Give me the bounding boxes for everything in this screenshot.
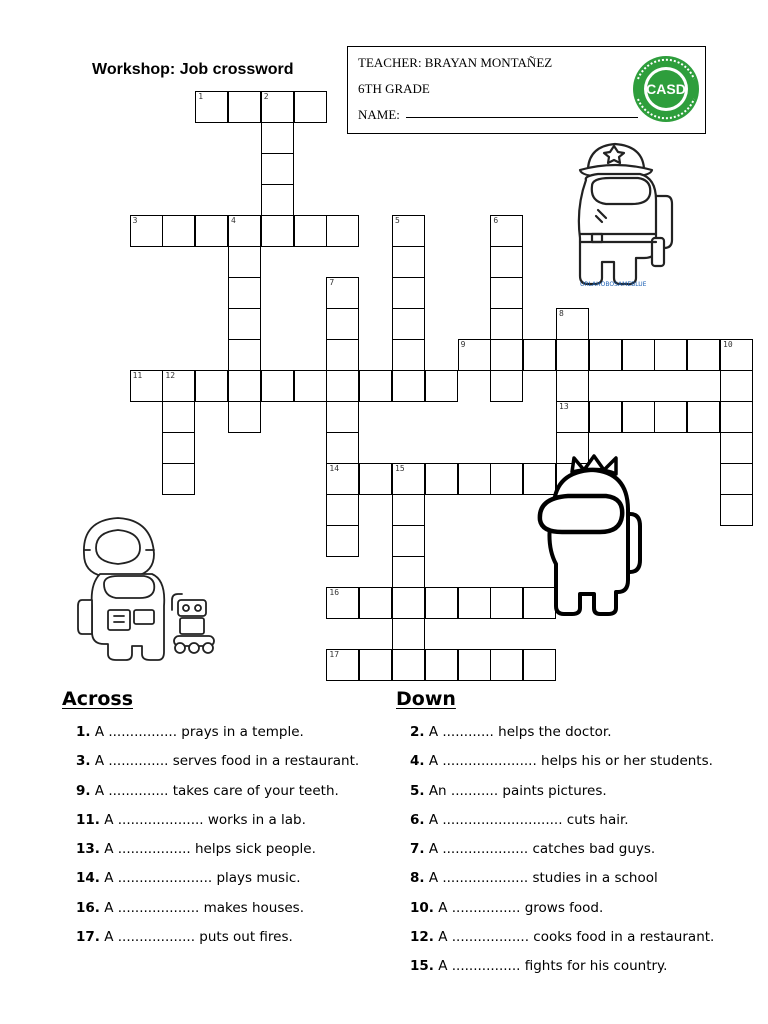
clue-number-label: 3 — [132, 216, 138, 225]
crossword-cell[interactable] — [392, 587, 425, 619]
clue-number-label: 14 — [329, 464, 340, 473]
police-crewmate-illustration — [540, 138, 680, 288]
clue-text: A ............................ cuts hair. — [424, 811, 629, 828]
crossword-cell[interactable] — [523, 649, 556, 681]
down-clue — [410, 900, 714, 929]
clue-text: A ................... makes houses. — [99, 899, 304, 916]
clue-number-label: 1 — [198, 92, 204, 101]
crossword-cell[interactable] — [622, 339, 655, 371]
crossword-cell[interactable] — [720, 401, 753, 433]
down-clue — [410, 870, 714, 899]
crossword-cell[interactable] — [458, 339, 491, 371]
clue-number: 10. — [410, 899, 434, 916]
crossword-cell[interactable] — [490, 246, 523, 278]
crossword-cell[interactable] — [228, 308, 261, 340]
across-clue — [76, 812, 359, 841]
across-clue — [76, 724, 359, 753]
crossword-cell[interactable] — [228, 401, 261, 433]
clue-text: A ...................... helps his or her students. — [424, 753, 713, 770]
crossword-cell[interactable] — [687, 401, 720, 433]
crossword-cell[interactable] — [556, 401, 589, 433]
crossword-cell[interactable] — [162, 370, 195, 402]
crossword-cell[interactable] — [326, 649, 359, 681]
astronaut-crewmate-illustration — [74, 514, 224, 664]
clue-number: 1. — [76, 724, 91, 740]
crossword-cell[interactable] — [261, 153, 294, 185]
down-clue — [410, 841, 714, 870]
crossword-cell[interactable] — [359, 463, 392, 495]
crossword-cell[interactable] — [392, 277, 425, 309]
worksheet-title: Workshop: Job crossword — [92, 61, 294, 78]
name-label: NAME: — [358, 107, 400, 122]
crossword-cell[interactable] — [162, 401, 195, 433]
crossword-cell[interactable] — [392, 308, 425, 340]
crossword-cell[interactable] — [392, 246, 425, 278]
crossword-cell[interactable] — [326, 308, 359, 340]
crossword-cell[interactable] — [359, 370, 392, 402]
clue-number-label: 11 — [132, 371, 143, 380]
crossword-cell[interactable] — [458, 463, 491, 495]
crossword-cell[interactable] — [228, 339, 261, 371]
crossword-cell[interactable] — [162, 215, 195, 247]
crossword-cell[interactable] — [654, 339, 687, 371]
crossword-cell[interactable] — [490, 649, 523, 681]
grade-label: 6TH GRADE — [358, 81, 430, 96]
crossword-cell[interactable] — [228, 370, 261, 402]
clue-number: 13. — [76, 841, 100, 858]
crossword-cell[interactable] — [425, 649, 458, 681]
clue-text: A .................. cooks food in a restaurant. — [433, 929, 715, 946]
crossword-cell[interactable] — [720, 463, 753, 495]
crossword-cell[interactable] — [392, 556, 425, 588]
across-clue-list — [76, 724, 359, 958]
across-clue — [76, 753, 359, 782]
crossword-cell[interactable] — [490, 215, 523, 247]
crossword-cell[interactable] — [490, 463, 523, 495]
crossword-cell[interactable] — [326, 370, 359, 402]
crossword-cell[interactable] — [556, 308, 589, 340]
clue-number-label: 4 — [231, 216, 236, 225]
clue-text: A ................ fights for his country. — [433, 958, 668, 975]
clue-text: A ............ helps the doctor. — [424, 724, 612, 740]
clue-number: 4. — [410, 753, 425, 770]
crossword-cell[interactable] — [392, 370, 425, 402]
clue-number: 11. — [76, 811, 100, 828]
across-clue — [76, 929, 359, 958]
crossword-cell[interactable] — [326, 215, 359, 247]
clue-text: A ................. helps sick people. — [99, 841, 316, 858]
crossword-cell[interactable] — [228, 91, 261, 123]
clue-text: A ...................... plays music. — [99, 870, 301, 887]
across-clue — [76, 870, 359, 899]
crossword-cell[interactable] — [458, 587, 491, 619]
crossword-cell[interactable] — [490, 587, 523, 619]
down-heading: Down — [396, 688, 456, 710]
down-clue — [410, 753, 714, 782]
crossword-cell[interactable] — [392, 618, 425, 650]
crossword-cell[interactable] — [162, 432, 195, 464]
down-clue — [410, 783, 714, 812]
clue-text: An ........... paints pictures. — [424, 782, 607, 799]
clue-number-label: 6 — [493, 216, 499, 225]
down-clue — [410, 724, 714, 753]
crossword-cell[interactable] — [326, 525, 359, 557]
clue-text: A .................... studies in a school — [424, 870, 658, 887]
clue-number: 15. — [410, 958, 434, 975]
crossword-cell[interactable] — [720, 370, 753, 402]
clue-number-label: 10 — [723, 340, 733, 349]
crossword-cell[interactable] — [195, 370, 228, 402]
crossword-cell[interactable] — [720, 432, 753, 464]
clue-number-label: 17 — [329, 650, 340, 659]
across-clue — [76, 900, 359, 929]
crossword-cell[interactable] — [228, 215, 261, 247]
clue-text: A .............. takes care of your teeth. — [90, 782, 339, 799]
crossword-cell[interactable] — [326, 401, 359, 433]
crossword-cell[interactable] — [261, 122, 294, 154]
clue-number-label: 8 — [559, 309, 564, 318]
clue-text: A .................... catches bad guys. — [424, 841, 656, 858]
clue-number: 7. — [410, 841, 425, 858]
crossword-cell[interactable] — [622, 401, 655, 433]
clue-number: 5. — [410, 782, 425, 799]
crossword-cell[interactable] — [195, 215, 228, 247]
clue-number: 2. — [410, 724, 425, 740]
clue-number: 8. — [410, 870, 425, 887]
clue-number-label: 12 — [165, 371, 176, 380]
crossword-cell[interactable] — [425, 370, 458, 402]
crossword-cell[interactable] — [359, 587, 392, 619]
clue-text: A .................... works in a lab. — [99, 811, 306, 828]
crossword-cell[interactable] — [359, 649, 392, 681]
teacher-name: TEACHER: BRAYAN MONTAÑEZ — [358, 55, 553, 70]
crossword-cell[interactable] — [458, 649, 491, 681]
crossword-cell[interactable] — [326, 494, 359, 526]
crossword-cell[interactable] — [556, 339, 589, 371]
crossword-cell[interactable] — [392, 339, 425, 371]
crossword-cell[interactable] — [326, 463, 359, 495]
crossword-cell[interactable] — [392, 649, 425, 681]
crossword-cell[interactable] — [523, 339, 556, 371]
down-clue — [410, 958, 714, 987]
crossword-cell[interactable] — [589, 401, 622, 433]
down-clue-list — [410, 724, 714, 988]
across-clue — [76, 783, 359, 812]
crossword-cell[interactable] — [589, 339, 622, 371]
clue-number-label: 5 — [395, 216, 400, 225]
crossword-cell[interactable] — [261, 91, 294, 123]
clue-number-label: 16 — [329, 588, 340, 597]
crossword-cell[interactable] — [162, 463, 195, 495]
clue-text: A .................. puts out fires. — [99, 929, 293, 946]
across-clue — [76, 841, 359, 870]
clue-number: 9. — [76, 782, 91, 799]
crossword-cell[interactable] — [490, 339, 523, 371]
crossword-cell[interactable] — [228, 277, 261, 309]
down-clue — [410, 929, 714, 958]
crossword-cell[interactable] — [261, 215, 294, 247]
crossword-cell[interactable] — [392, 525, 425, 557]
crossword-cell[interactable] — [490, 370, 523, 402]
across-heading: Across — [62, 688, 134, 710]
clue-number: 3. — [76, 753, 91, 770]
clue-number: 14. — [76, 870, 100, 887]
clue-text: A ................ grows food. — [433, 899, 604, 916]
crossword-cell[interactable] — [261, 184, 294, 216]
crossword-cell[interactable] — [228, 246, 261, 278]
clue-number-label: 15 — [395, 464, 405, 473]
crossword-cell[interactable] — [392, 215, 425, 247]
crossword-cell[interactable] — [720, 339, 753, 371]
crossword-cell[interactable] — [130, 370, 163, 402]
down-clue — [410, 812, 714, 841]
crossword-cell[interactable] — [326, 277, 359, 309]
crossword-cell[interactable] — [425, 587, 458, 619]
clue-number: 12. — [410, 929, 434, 946]
crossword-cell[interactable] — [294, 370, 327, 402]
clue-number-label: 2 — [263, 92, 269, 101]
crossword-cell[interactable] — [326, 339, 359, 371]
clue-number: 16. — [76, 899, 100, 916]
crossword-cell[interactable] — [294, 215, 327, 247]
crossword-cell[interactable] — [326, 587, 359, 619]
crossword-cell[interactable] — [490, 277, 523, 309]
clue-number-label: 7 — [329, 278, 335, 287]
clue-text: A ................ prays in a temple. — [90, 724, 304, 740]
clue-text: A .............. serves food in a restaurant. — [90, 753, 360, 770]
crossword-cell[interactable] — [720, 494, 753, 526]
crossword-cell[interactable] — [654, 401, 687, 433]
clue-number: 6. — [410, 811, 425, 828]
crossword-cell[interactable] — [130, 215, 163, 247]
crossword-cell[interactable] — [326, 432, 359, 464]
crossword-cell[interactable] — [294, 91, 327, 123]
crossword-cell[interactable] — [687, 339, 720, 371]
crossword-cell[interactable] — [392, 494, 425, 526]
crossword-cell[interactable] — [556, 370, 589, 402]
crossword-cell[interactable] — [392, 463, 425, 495]
logo-text: CASD — [646, 81, 686, 97]
clue-number-label: 9 — [460, 340, 466, 349]
crossword-cell[interactable] — [261, 370, 294, 402]
crowned-crewmate-illustration — [532, 452, 652, 620]
clue-number-label: 13 — [559, 402, 569, 411]
crossword-cell[interactable] — [490, 308, 523, 340]
crossword-cell[interactable] — [195, 91, 228, 123]
clue-number: 17. — [76, 929, 100, 946]
crossword-cell[interactable] — [425, 463, 458, 495]
police-image-caption: URLAHOBOSAMEBLUE — [580, 281, 647, 288]
